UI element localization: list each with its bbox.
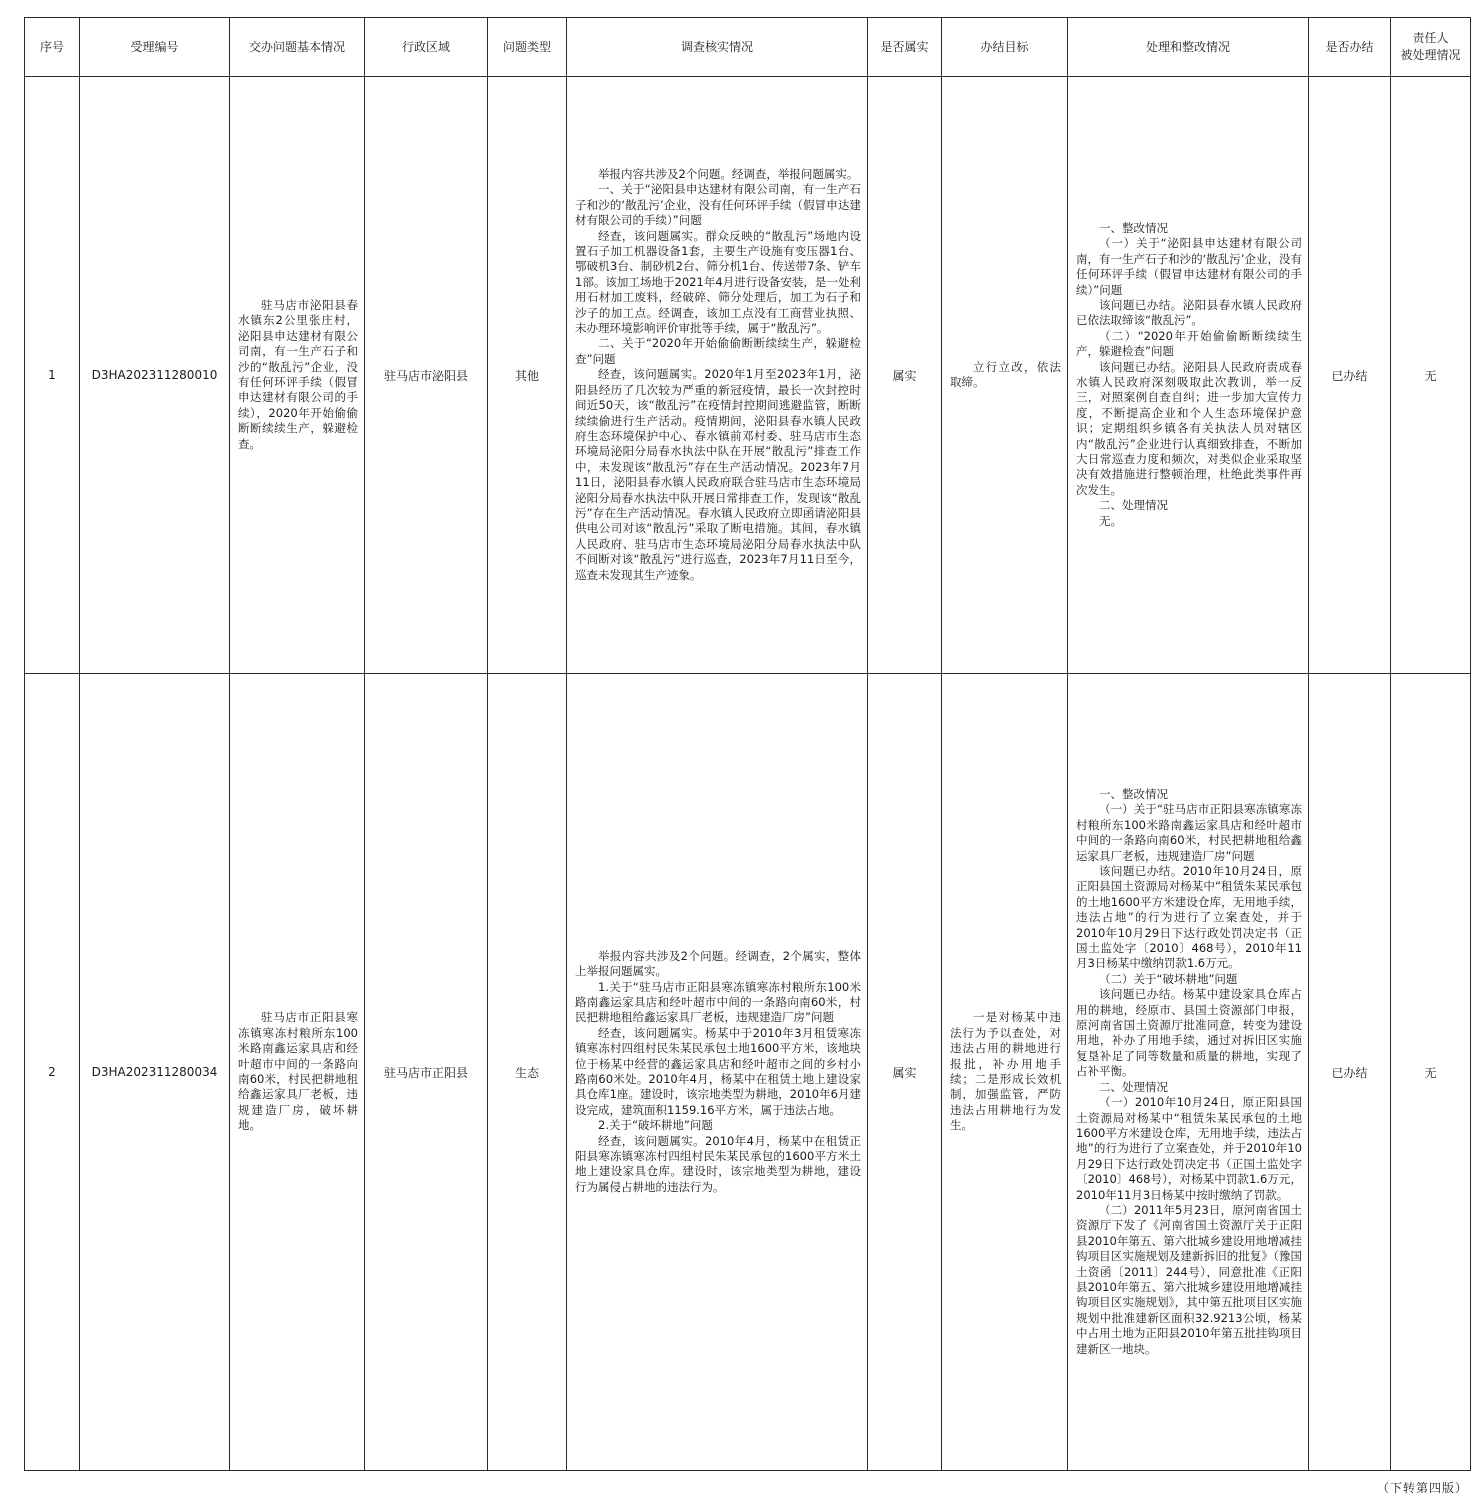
cell-seq: 1: [25, 77, 80, 674]
cell-goal: [942, 77, 1068, 674]
header-label: 责任人: [1412, 31, 1449, 45]
paragraph: 该问题已办结。泌阳县春水镇人民政府已依法取缔该“散乱污”。: [1076, 297, 1302, 328]
paragraph: 举报内容共涉及2个问题。经调查，举报问题属实。: [598, 167, 859, 182]
cell-region: 驻马店市泌阳县: [365, 77, 488, 674]
header-id: [80, 18, 230, 77]
header-label: 交办问题基本情况: [248, 39, 345, 54]
cell-basic: [230, 77, 365, 674]
paragraph: 二、处理情况: [1099, 1079, 1168, 1094]
paragraph: 一是对杨某中违法行为予以查处，对违法占用的耕地进行报批，补办用地手续；二是形成长效机制，加强监管，严防违法占用耕地行为发生。: [950, 1010, 1061, 1133]
paragraph: 经查，该问题属实。2020年1月至2023年1月，泌阳县经历了几次较为严重的新冠疫情，最长一次封控时间近50天，该“散乱污”在疫情封控期间逃避监管，断断续续偷进行生产活动。疫情期间，泌阳县春水镇人民政府生态环境保护中心、春水镇前邓村委、驻马店市生态环境局泌阳分局春水执法中队在开展“散乱污”排查工作中，未发现该“散乱污”存在生产活动情况。2023年7月11日，泌阳县春水镇人民政府联合驻马店市生态环境局泌阳分局春水执法中队开展日常排查工作，发现该“散乱污”存在生产活动情况。春水镇人民政府立即函请泌阳县供电公司对该“散乱污”采取了断电措施。其间，春水镇人民政府、驻马店市生态环境局泌阳分局春水执法中队不间断对该“散乱污”进行巡查，2023年7月11日至今，巡查未发现其生产迹象。: [575, 367, 861, 582]
paragraph: 一、整改情况: [1099, 786, 1168, 801]
paragraph: 驻马店市正阳县寒冻镇寒冻村粮所东100米路南鑫运家具店和经叶超市中间的一条路向南60米，村民把耕地租给鑫运家具厂老板，违规建造厂房，破坏耕地。: [238, 1010, 358, 1133]
paragraph: 该问题已办结。杨某中建设家具仓库占用的耕地，经原市、县国土资源部门申报，原河南省国土资源厅批准同意，转变为建设用地，补办了用地手续，通过对拆旧区实施复垦补足了同等数量和质量的耕地，实现了占补平衡。: [1076, 987, 1302, 1079]
paragraph: （二）“2020年开始偷偷断断续续生产，躲避检查”问题: [1076, 328, 1302, 359]
paragraph: 经查，该问题属实。群众反映的“散乱污”场地内设置石子加工机器设备1套，主要生产设施有变压器1台、鄂破机3台、制砂机2台、筛分机1台、传送带7条、铲车1部。该加工场地于2021年4月进行设备安装，是一处利用石材加工废料，经破碎、筛分处理后，加工为石子和沙子的加工点。经调查，该加工点没有工商营业执照、未办理环境影响评价审批等手续，属于“散乱污”。: [575, 228, 861, 336]
cell-handling: [1068, 674, 1309, 1471]
paragraph: （一）2010年10月24日，原正阳县国土资源局对杨某中“租赁朱某民承包的土地1600平方米建设仓库，无用地手续，违法占地”的行为进行了立案查处，并于2010年10月29日下达行政处罚决定书（正国土监处字〔2010〕468号），对杨某中罚款1.6万元，2010年11月3日杨某中按时缴纳了罚款。: [1076, 1095, 1302, 1202]
paragraph: 经查，该问题属实。2010年4月，杨某中在租赁正阳县寒冻镇寒冻村四组村民朱某民承包的1600平方米土地上建设家具仓库。建设时，该宗地类型为耕地，建设行为属侵占耕地的违法行为。: [575, 1133, 861, 1194]
cell-done: 已办结: [1309, 674, 1391, 1471]
cell-done: 已办结: [1309, 77, 1391, 674]
paragraph: 举报内容共涉及2个问题。经调查，2个属实，整体上举报问题属实。: [575, 948, 861, 979]
cell-id: D3HA202311280010: [80, 77, 230, 674]
cell-id: D3HA202311280034: [80, 674, 230, 1471]
header-handling: [1068, 18, 1309, 77]
header-region: [365, 18, 488, 77]
paragraph: 一、整改情况: [1099, 220, 1168, 235]
header-seq: [25, 18, 80, 77]
cell-seq: 2: [25, 674, 80, 1471]
header-basic: [230, 18, 365, 77]
paragraph: 经查，该问题属实。杨某中于2010年3月租赁寒冻镇寒冻村四组村民朱某民承包土地1600平方米，该地块位于杨某中经营的鑫运家具店和经叶超市之间的乡村小路南60米处。2010年4月，杨某中在租赁土地上建设家具仓库1座。建设时，该宗地类型为耕地，2010年6月建设完成，建筑面积1159.16平方米，属于违法占地。: [575, 1025, 861, 1117]
paragraph: 立行立改，依法取缔。: [950, 359, 1061, 389]
paragraph: 该问题已办结。2010年10月24日，原正阳县国土资源局对杨某中“租赁朱某民承包的土地1600平方米建设仓库，无用地手续，违法占地”的行为进行了立案查处，并于2010年10月29日下达行政处罚决定书（正国土监处字〔2010〕468号），2010年11月3日杨某中缴纳罚款1.6万元。: [1076, 864, 1302, 971]
header-label: 受理编号: [130, 39, 179, 54]
paragraph: （二）关于“破坏耕地”问题: [1099, 971, 1238, 986]
header-row: [25, 18, 1471, 77]
header-goal: [942, 18, 1068, 77]
header-label: 处理和整改情况: [1145, 39, 1230, 54]
header-label: 问题类型: [502, 39, 551, 54]
cell-person: 无: [1391, 77, 1471, 674]
cell-person: 无: [1391, 674, 1471, 1471]
paragraph: 该问题已办结。泌阳县人民政府责成春水镇人民政府深刻吸取此次教训，举一反三，对照案例自查自纠；进一步加大宣传力度，不断提高企业和个人生态环境保护意识；定期组织乡镇各有关执法人员对辖区内“散乱污”企业进行认真细致排查，不断加大日常巡查力度和频次，对类似企业采取坚决有效措施进行整顿治理，杜绝此类事件再次发生。: [1076, 359, 1302, 497]
table-row: [25, 77, 1471, 674]
paragraph: 二、处理情况: [1099, 498, 1168, 513]
cell-investigation: [567, 77, 868, 674]
header-investigation: [567, 18, 868, 77]
paragraph: 1.关于“驻马店市正阳县寒冻镇寒冻村粮所东100米路南鑫运家具店和经叶超市中间的一条路向南60米，村民把耕地租给鑫运家具厂老板，违规建造厂房”问题: [575, 979, 861, 1025]
cell-true: 属实: [868, 674, 942, 1471]
header-label: 调查核实情况: [680, 39, 753, 54]
cell-investigation: [567, 674, 868, 1471]
cell-region: 驻马店市正阳县: [365, 674, 488, 1471]
header-label: 序号: [39, 39, 64, 54]
paragraph: （二）2011年5月23日，原河南省国土资源厅下发了《河南省国土资源厅关于正阳县2010年第五、第六批城乡建设用地增减挂钩项目区实施规划及建新拆旧的批复》（豫国土资函〔2011〕244号），同意批准《正阳县2010年第五、第六批城乡建设用地增减挂钩项目区实施规划》，其中第五批项目区实施规划中批准建新区面积32.9213公顷，杨某中占用土地为正阳县2010年第五批挂钩项目建新区一地块。: [1076, 1202, 1302, 1356]
table-row: [25, 674, 1471, 1471]
header-label: 是否办结: [1325, 39, 1374, 54]
continued-note: （下转第四版）: [1376, 1481, 1468, 1495]
paragraph: （一）关于“泌阳县申达建材有限公司南，有一生产石子和沙的‘散乱污’企业，没有任何环评手续（假冒申达建材有限公司的手续）”问题: [1076, 236, 1302, 297]
paragraph: （一）关于“驻马店市正阳县寒冻镇寒冻村粮所东100米路南鑫运家具店和经叶超市中间的一条路向南60米，村民把耕地租给鑫运家具厂老板，违规建造厂房”问题: [1076, 802, 1302, 863]
header-type: [488, 18, 567, 77]
cell-type: 生态: [488, 674, 567, 1471]
paragraph: 二、关于“2020年开始偷偷断断续续生产，躲避检查”问题: [575, 336, 861, 366]
header-person: [1391, 18, 1471, 77]
header-true: [868, 18, 942, 77]
paragraph: 一、关于“泌阳县申达建材有限公司南，有一生产石子和沙的‘散乱污’企业，没有任何环评手续（假冒申达建材有限公司的手续）”问题: [575, 182, 861, 228]
cell-true: 属实: [868, 77, 942, 674]
header-label: 被处理情况: [1400, 48, 1461, 62]
paragraph: 2.关于“破坏耕地”问题: [598, 1118, 713, 1133]
cell-type: 其他: [488, 77, 567, 674]
issue-table: [24, 17, 1471, 1471]
cell-handling: [1068, 77, 1309, 674]
header-label: 行政区域: [401, 39, 450, 54]
paragraph: 无。: [1099, 513, 1122, 528]
cell-goal: [942, 674, 1068, 1471]
cell-basic: [230, 674, 365, 1471]
header-label: 是否属实: [880, 39, 929, 54]
header-label: 办结目标: [980, 39, 1029, 54]
header-done: [1309, 18, 1391, 77]
paragraph: 驻马店市泌阳县春水镇东2公里张庄村，泌阳县申达建材有限公司南，有一生产石子和沙的“散乱污”企业，没有任何环评手续（假冒申达建材有限公司的手续），2020年开始偷偷断断续续生产，躲避检查。: [238, 297, 358, 451]
